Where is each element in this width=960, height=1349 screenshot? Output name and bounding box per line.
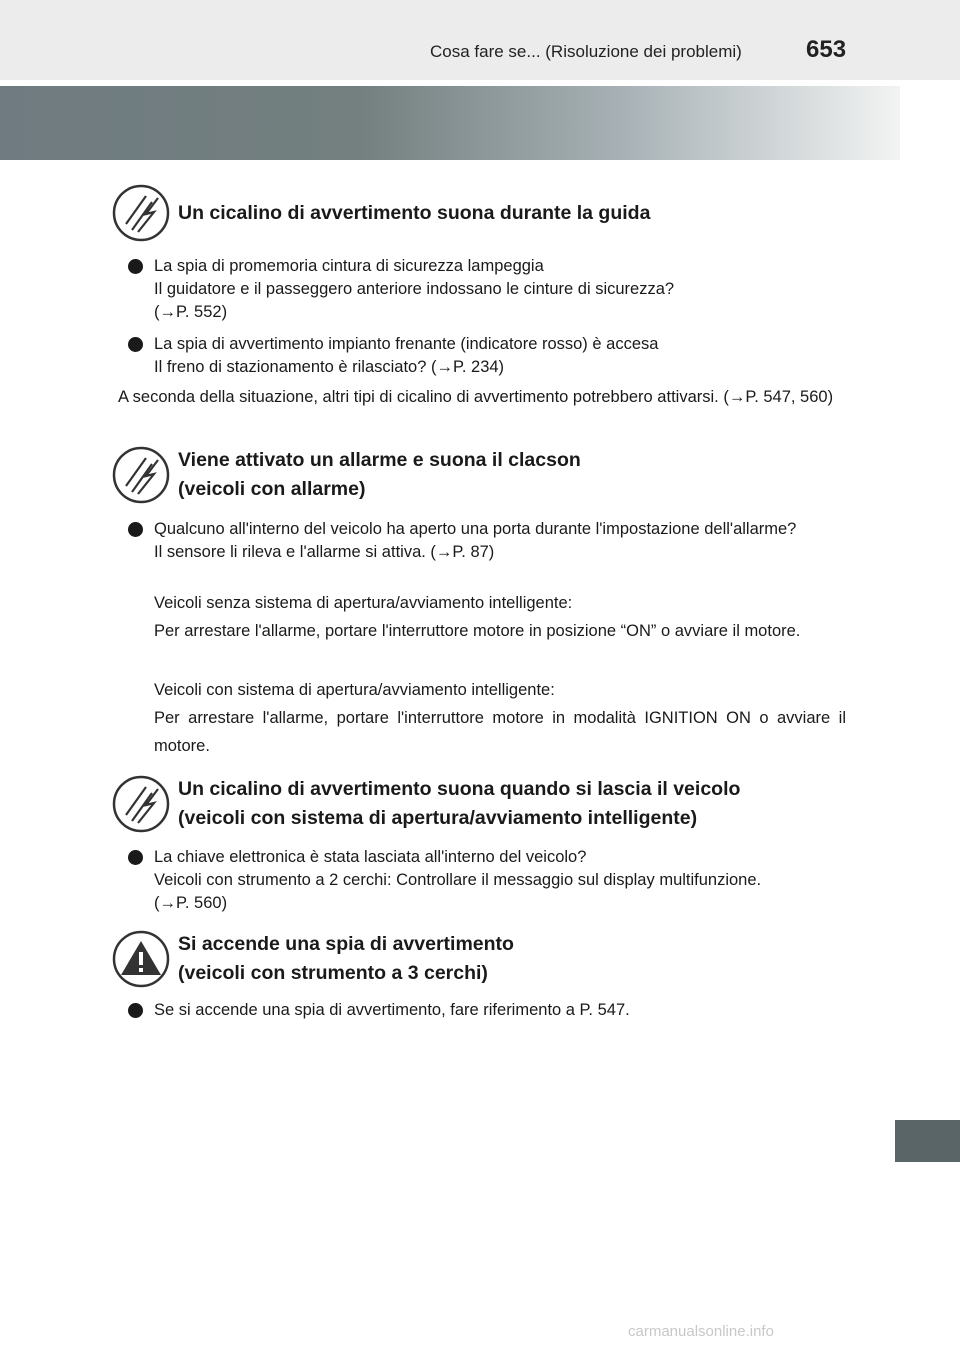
section-heading-1 — [112, 184, 650, 242]
bullet-text: La chiave elettronica è stata lasciata all'interno del veicolo? — [154, 848, 587, 866]
bullet-item — [128, 255, 846, 324]
bullet-item — [128, 846, 846, 915]
bullet-text: Veicoli con strumento a 2 cerchi: Controllare il messaggio sul display multifunzione. — [154, 871, 762, 889]
instruction-label: Veicoli senza sistema di apertura/avviamento intelligente: — [154, 594, 573, 612]
section-heading-4 — [112, 930, 514, 988]
section-title-1: Un cicalino di avvertimento suona durante la guida — [178, 201, 651, 224]
buzzer-warning-icon — [112, 446, 170, 504]
exclamation-warning-icon — [112, 930, 170, 988]
instruction-text: Per arrestare l'allarme, portare l'interruttore motore in posizione “ON” o avviare il motore. — [154, 622, 801, 640]
bullet-item — [128, 518, 846, 564]
page-number: 653 — [806, 36, 847, 63]
section-heading-2 — [112, 446, 581, 504]
bullet-dot — [128, 522, 143, 537]
section-title-4: Si accende una spia di avvertimento (veicoli con strumento a 3 cerchi) — [178, 933, 514, 984]
bullet-text: Qualcuno all'interno del veicolo ha aperto una porta durante l'impostazione dell'allarme? — [154, 520, 797, 538]
section-title-3: Un cicalino di avvertimento suona quando si lascia il veicolo (veicoli con sistema di apertura/avviamento intelligente) — [178, 778, 741, 829]
bullet-text: La spia di promemoria cintura di sicurezza lampeggia — [154, 257, 544, 275]
buzzer-warning-icon — [112, 184, 170, 242]
bullet-item — [128, 333, 846, 379]
bullet-text: Se si accende una spia di avvertimento, fare riferimento a P. 547. — [154, 1001, 630, 1019]
page-reference: (→P. 552) — [154, 303, 228, 321]
bullet-text: Il freno di stazionamento è rilasciato? (→P. 234) — [154, 358, 505, 376]
bullet-text: Il guidatore e il passeggero anteriore indossano le cinture di sicurezza? — [154, 280, 675, 298]
bullet-dot — [128, 850, 143, 865]
bullet-item — [128, 999, 846, 1022]
bullet-text: La spia di avvertimento impianto frenante (indicatore rosso) è accesa — [154, 335, 659, 353]
section-heading-3 — [112, 775, 740, 833]
instruction-label: Veicoli con sistema di apertura/avviamento intelligente: — [154, 681, 555, 699]
bullet-dot — [128, 337, 143, 352]
bullet-text: Il sensore li rileva e l'allarme si attiva. (→P. 87) — [154, 543, 495, 561]
bullet-dot — [128, 259, 143, 274]
header-gradient-bar — [0, 86, 900, 160]
section-note: A seconda della situazione, altri tipi di cicalino di avvertimento potrebbero attivarsi. (→P. 547, 560) — [118, 388, 834, 406]
bullet-dot — [128, 1003, 143, 1018]
buzzer-warning-icon — [112, 775, 170, 833]
section-title-2: Viene attivato un allarme e suona il clacson (veicoli con allarme) — [178, 449, 581, 500]
page-reference: (→P. 560) — [154, 894, 228, 912]
watermark: carmanualsonline.info — [628, 1323, 774, 1340]
section-title: Cosa fare se... (Risoluzione dei problemi) — [430, 42, 742, 61]
chapter-side-tab — [895, 1120, 960, 1162]
instruction-text: Per arrestare l'allarme, portare l'interruttore motore in modalità IGNITION ON o avviare il motore. — [154, 709, 846, 755]
